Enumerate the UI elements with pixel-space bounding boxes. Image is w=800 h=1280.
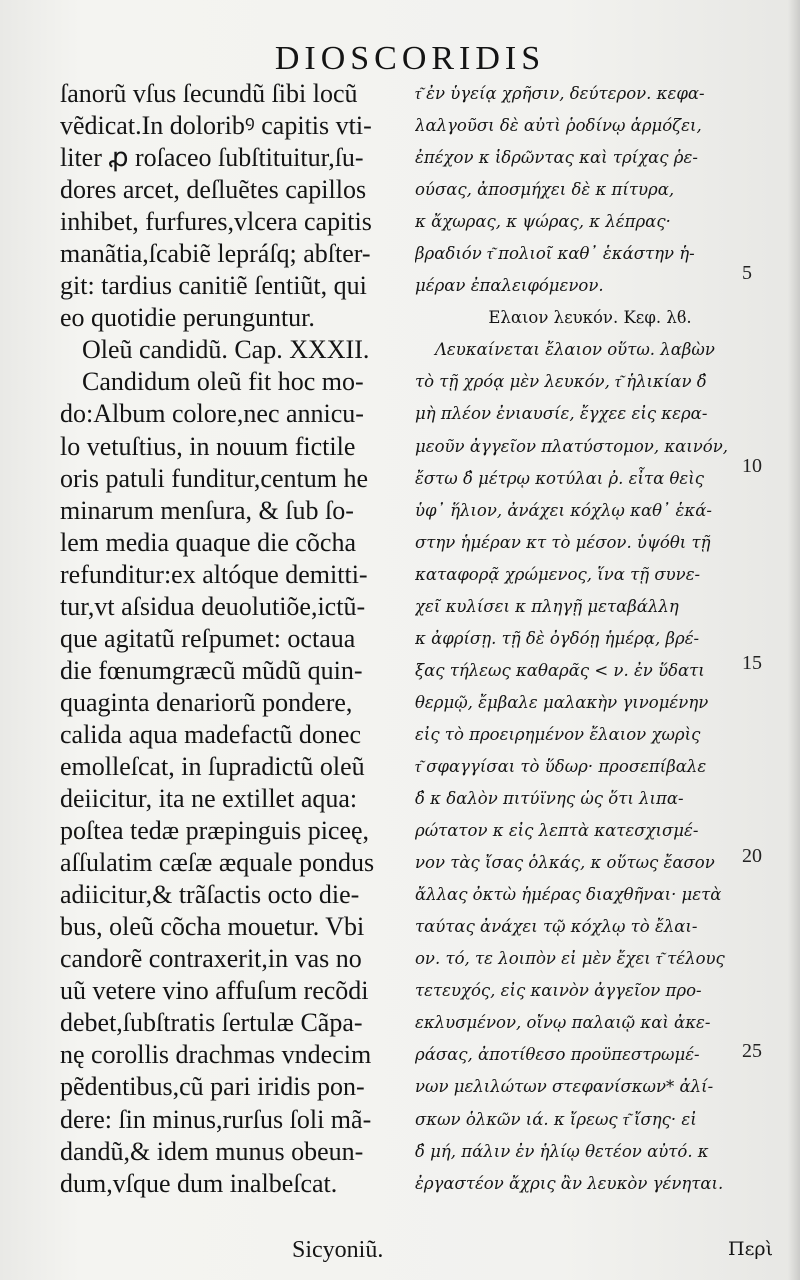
greek-line: ον. τό, τε λοιπὸν εἰ μὲν ἔχει τ͂ τέλους: [415, 949, 725, 969]
latin-line: bus, oleũ cõcha mouetur. Vbi: [60, 912, 365, 942]
greek-line: ούσας, ἀποσμήχει δὲ κ πίτυρα,: [415, 180, 675, 200]
greek-line: καταφορᾷ χρώμενος, ἵνα τῇ συνε-: [415, 564, 701, 584]
latin-line: tur,vt aſsidua deuolutiõe,ictũ-: [60, 591, 366, 621]
greek-line: Λευκαίνεται ἔλαιον οὕτω. λαβὼν: [435, 340, 715, 360]
greek-line: θερμῷ, ἔμβαλε μαλακὴν γινομένην: [415, 692, 709, 712]
greek-line: τ͂ σφαγγίσαι τὸ ὕδωρ· προσεπίβαλε: [415, 756, 707, 776]
latin-line: dere: ſin minus,rurſus ſoli mã-: [60, 1104, 372, 1134]
running-head: DIOSCORIDIS: [274, 40, 546, 77]
latin-line: nę corollis drachmas vndecim: [60, 1040, 372, 1070]
latin-line: liter ꝓ roſaceo ſubſtituitur,ſu-: [60, 143, 364, 173]
latin-line: die fœnumgræcũ mũdũ quin-: [60, 655, 363, 685]
greek-line: κ ἀφρίσῃ. τῇ δὲ ὀγδόῃ ἡμέρᾳ, βρέ-: [415, 628, 700, 648]
latin-line: ſanorũ vſus ſecundũ ſibi locũ: [60, 79, 358, 108]
latin-line: eo quotidie perunguntur.: [60, 303, 315, 333]
latin-line: poſtea tedæ præpinguis piceę,: [60, 816, 370, 846]
latin-line: uũ vetere vino affuſum recõdi: [60, 976, 369, 1006]
greek-line: ἐπέχον κ ἱδρῶντας καὶ τρίχας ῥε-: [415, 148, 698, 168]
greek-chapter-heading: Ελαιον λευκόν. Κεφ. λϐ.: [488, 308, 692, 328]
greek-line: βραδιόν τ͂ πολιοῖ καθ᾽ ἑκάστην ἡ-: [415, 244, 695, 264]
greek-line: στην ἡμέραν κτ τὸ μέσον. ὑψόθι τῇ: [415, 532, 711, 552]
latin-line: manãtia,ſcabiẽ lepráſq; abſter-: [60, 239, 371, 269]
greek-line: εἰς τὸ προειρημένον ἔλαιον χωρὶς: [415, 724, 701, 744]
greek-line: λαλγοῦσι δὲ αὐτὶ ῥοδίνῳ ἁρμόζει,: [415, 116, 702, 136]
greek-line: ἐργαστέον ἄχρις ἂν λευκὸν γένηται.: [415, 1173, 724, 1193]
greek-line: κ ἄχωρας, κ ψώρας, κ λέπρας·: [415, 212, 671, 232]
greek-line: ταύτας ἀνάχει τῷ κόχλῳ τὸ ἔλαι-: [415, 917, 698, 937]
latin-line: git: tardius canitiẽ ſentiũt, qui: [60, 271, 367, 301]
latin-line: candorẽ contraxerit,in vas no: [60, 944, 362, 974]
latin-line: debet,ſubſtratis ſertulæ Cãpa-: [60, 1008, 363, 1038]
latin-line: pẽdentibus,cũ pari iridis pon-: [60, 1072, 365, 1102]
latin-line: deiicitur, ita ne extillet aqua:: [60, 784, 358, 814]
margin-line-number: 5: [742, 262, 752, 284]
greek-line: μεοῦν ἀγγεῖον πλατύστομον, καινόν,: [415, 436, 728, 456]
latin-line: adiicitur,& trãſactis octo die-: [60, 880, 360, 910]
greek-catchword: Περὶ: [728, 1238, 774, 1260]
latin-catchword: Sicyoniũ.: [292, 1237, 384, 1263]
greek-line: ἄλλας ὀκτὼ ἡμέρας διαχθῆναι· μετὰ: [415, 885, 722, 905]
latin-line: lo vetuſtius, in nouum fictile: [60, 431, 356, 461]
greek-line: ξας τήλεως καθαρᾶς < ν. ἐν ὕδατι: [415, 660, 705, 680]
latin-line: vẽdicat.In doloribꝰ capitis vti-: [60, 111, 372, 141]
latin-line: emolleſcat, in ſupradictũ oleũ: [60, 751, 365, 781]
greek-line: μὴ πλέον ἐνιαυσίε, ἔγχεε εἰς κερα-: [415, 404, 708, 424]
greek-text-column: [415, 78, 735, 1200]
latin-line: minarum menſura, & ſub ſo-: [60, 495, 354, 525]
margin-line-number: 20: [742, 845, 762, 867]
greek-line: ἔστω δ̓ μέτρῳ κοτύλαι ῤ. εἶτα θεὶς: [415, 468, 704, 488]
margin-line-number: 15: [742, 652, 762, 674]
latin-line: do:Album colore,nec annicu-: [60, 399, 364, 429]
latin-line: inhibet, furfures,vlcera capitis: [60, 207, 372, 237]
greek-line: χεῖ κυλίσει κ πληγῇ μεταβάλλη: [415, 596, 679, 616]
latin-line: Oleũ candidũ. Cap. XXXII.: [82, 335, 370, 365]
greek-line: νον τὰς ἴσας ὁλκάς, κ οὕτως ἔασον: [415, 853, 715, 873]
greek-line: ρώτατον κ εἰς λεπτὰ κατεσχισμέ-: [415, 821, 699, 841]
greek-line: σκων ὁλκῶν ιά. κ ἴρεως τ͂ ἴσης· εἰ: [415, 1109, 697, 1129]
latin-line: aſſulatim cæſæ æquale pondus: [60, 848, 375, 878]
latin-line: que agitatũ reſpumet: octaua: [60, 623, 356, 653]
greek-line: νων μελιλώτων στεφανίσκων* ἀλί-: [415, 1077, 714, 1097]
greek-line: τὸ τῇ χρόᾳ μὲν λευκόν, τ͂ ἡλικίαν δ̓: [415, 372, 707, 392]
latin-line: dum,vſque dum inalbeſcat.: [60, 1168, 338, 1198]
greek-line: δ̓ μή, πάλιν ἐν ἡλίῳ θετέον αὐτό. κ: [415, 1141, 709, 1161]
page-edge-shadow: [788, 0, 800, 1280]
greek-line: τ͂ ἐν ὑγείᾳ χρῆσιν, δεύτερον. κεφα-: [415, 84, 705, 103]
latin-line: oris patuli funditur,centum he: [60, 463, 369, 493]
latin-text-column: [60, 78, 410, 1200]
greek-line: εκλυσμένον, οἴνῳ παλαιῷ καὶ ἀκε-: [415, 1013, 711, 1033]
greek-line: τετευχός, εἰς καινὸν ἀγγεῖον προ-: [415, 981, 702, 1001]
greek-line: ὑφ᾽ ἥλιον, ἀνάχει κόχλῳ καθ᾽ ἑκά-: [415, 500, 712, 520]
latin-line: quaginta denariorũ pondere,: [60, 687, 353, 717]
latin-line: lem media quaque die cõcha: [60, 527, 356, 557]
latin-line: calida aqua madefactũ donec: [60, 719, 361, 749]
latin-line: dores arcet, deſluẽtes capillos: [60, 175, 367, 205]
greek-line: δ̓ κ δαλὸν πιτύϊνης ὡς ὅτι λιπα-: [415, 789, 684, 809]
latin-line: refunditur:ex altóque demitti-: [60, 559, 368, 589]
greek-line: ράσας, ἀποτίθεσο προϋπεστρωμέ-: [415, 1045, 700, 1065]
latin-line: dandũ,& idem munus obeun-: [60, 1136, 364, 1166]
greek-line: μέραν ἐπαλειφόμενον.: [415, 276, 604, 296]
margin-line-number: 10: [742, 455, 762, 477]
margin-line-number: 25: [742, 1040, 762, 1062]
latin-line: Candidum oleũ fit hoc mo-: [82, 367, 364, 397]
